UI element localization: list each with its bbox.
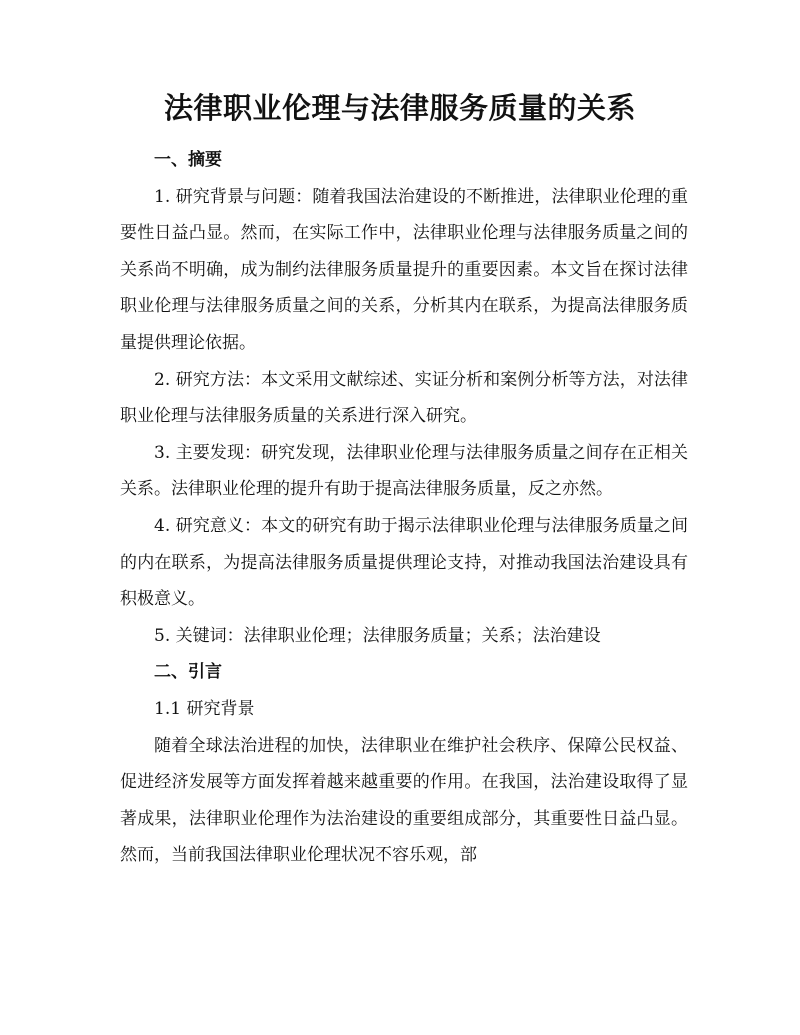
- section-heading-abstract: 一、摘要: [154, 150, 222, 170]
- abstract-item-method: 2. 研究方法：本文采用文献综述、实证分析和案例分析等方法，对法律职业伦理与法律服务质量的关系进行深入研究。: [120, 369, 688, 427]
- abstract-item-background: 1. 研究背景与问题：随着我国法治建设的不断推进，法律职业伦理的重要性日益凸显。然而，在实际工作中，法律职业伦理与法律服务质量之间的关系尚不明确，成为制约法律服务质量提升的重要因素。本文旨在探讨法律职业伦理与法律服务质量之间的关系，分析其内在联系，为提高法律服务质量提供理论依据。: [120, 186, 688, 353]
- subsection-heading-background: 1.1 研究背景: [154, 698, 255, 719]
- abstract-item-findings: 3. 主要发现：研究发现，法律职业伦理与法律服务质量之间存在正相关关系。法律职业伦理的提升有助于提高法律服务质量，反之亦然。: [120, 442, 688, 500]
- section-heading-introduction: 二、引言: [154, 662, 222, 683]
- document-body: [120, 142, 688, 874]
- introduction-paragraph: 随着全球法治进程的加快，法律职业在维护社会秩序、保障公民权益、促进经济发展等方面发挥着越来越重要的作用。在我国，法治建设取得了显著成果，法律职业伦理作为法治建设的重要组成部分，其重要性日益凸显。然而，当前我国法律职业伦理状况不容乐观，部: [120, 735, 688, 866]
- document-title: 法律职业伦理与法律服务质量的关系: [163, 91, 636, 125]
- abstract-item-significance: 4. 研究意义：本文的研究有助于揭示法律职业伦理与法律服务质量之间的内在联系，为提高法律服务质量提供理论支持，对推动我国法治建设具有积极意义。: [120, 515, 688, 610]
- abstract-item-keywords: 5. 关键词：法律职业伦理；法律服务质量；关系；法治建设: [154, 625, 601, 646]
